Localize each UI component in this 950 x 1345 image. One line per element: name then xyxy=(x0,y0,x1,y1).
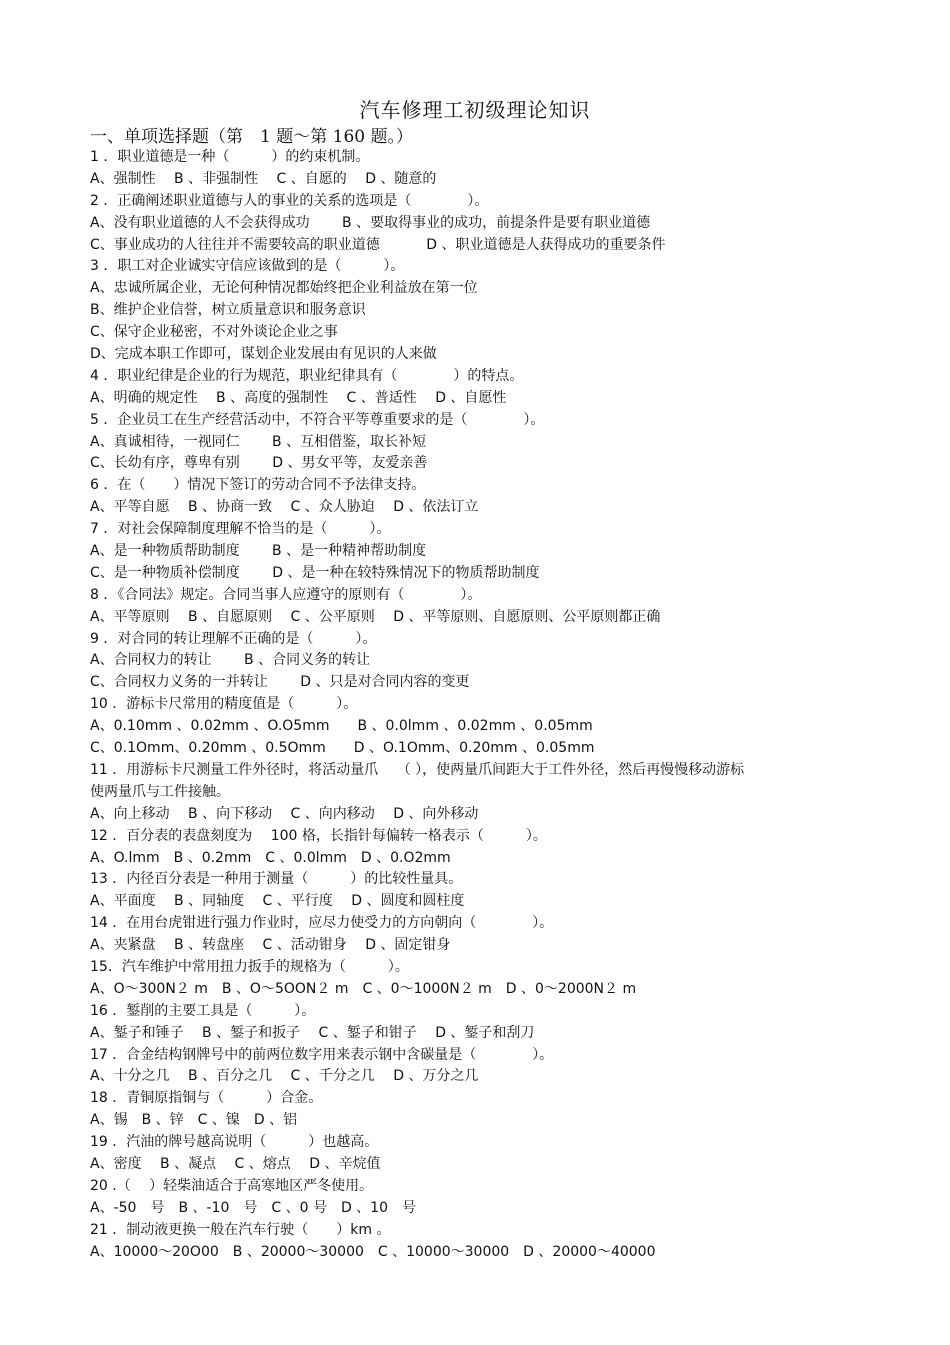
text-line: 10 ．游标卡尺常用的精度值是（ ）。 xyxy=(90,696,358,713)
text-line: A、平面度 B 、同轴度 C 、平行度 D 、圆度和圆柱度 xyxy=(90,893,465,910)
text-line: B、维护企业信誉，树立质量意识和服务意识 xyxy=(90,302,366,319)
text-line: A、密度 B 、凝点 C 、熔点 D 、辛烷值 xyxy=(90,1155,381,1172)
text-line: 1 ．职业道德是一种（ ）的约束机制。 xyxy=(90,149,370,165)
text-line: 16 ．錾削的主要工具是（ ）。 xyxy=(90,1002,316,1019)
text-line: A、强制性 B 、非强制性 C 、自愿的 D 、随意的 xyxy=(90,170,437,187)
text-line: A、合同权力的转让 B 、合同义务的转让 xyxy=(90,652,371,669)
text-line: D、完成本职工作即可，谋划企业发展由有见识的人来做 xyxy=(90,346,437,363)
text-line: A、0.10mm 、0.02mm 、O.O5mm B 、0.0lmm 、0.02mm 、0.05mm xyxy=(90,718,593,735)
text-line: 2 ．正确阐述职业道德与人的事业的关系的选项是（ ）。 xyxy=(90,192,489,209)
text-line: A、平等自愿 B 、协商一致 C 、众人胁迫 D 、依法订立 xyxy=(90,499,479,516)
text-line: 5 ．企业员工在生产经营活动中，不符合平等尊重要求的是（ ）。 xyxy=(90,411,545,428)
text-line: 12 ．百分表的表盘刻度为 100 格，长指针每偏转一格表示（ ）。 xyxy=(90,827,547,844)
question-list xyxy=(90,147,830,1263)
text-line: 18 ．青铜原指铜与（ ）合金。 xyxy=(90,1090,323,1107)
text-line: C、是一种物质补偿制度 D 、是一种在较特殊情况下的物质帮助制度 xyxy=(90,564,540,581)
text-line: A、忠诚所属企业，无论何种情况都始终把企业利益放在第一位 xyxy=(90,280,478,297)
text-line: 6 ．在（ ）情况下签订的劳动合同不予法律支持。 xyxy=(90,477,426,494)
text-line: 9 ．对合同的转让理解不正确的是（ ）。 xyxy=(90,630,377,647)
text-line: 20 .（ ）轻柴油适合于高寒地区严冬使用。 xyxy=(90,1177,374,1194)
text-line: A、十分之几 B 、百分之几 C 、千分之几 D 、万分之几 xyxy=(90,1068,479,1085)
text-line: 3 ．职工对企业诚实守信应该做到的是（ ）。 xyxy=(90,258,405,275)
text-line: C、保守企业秘密，不对外谈论企业之事 xyxy=(90,324,338,341)
text-line: A、真诚相待，一视同仁 B 、互相借鉴，取长补短 xyxy=(90,433,427,450)
text-line: 17 ．合金结构钢牌号中的前两位数字用来表示钢中含碳量是（ ）。 xyxy=(90,1046,554,1063)
text-line: 14 ．在用台虎钳进行强力作业时，应尽力使受力的方向朝向（ ）。 xyxy=(90,915,554,932)
text-line: 19 ．汽油的牌号越高说明（ ）也越高。 xyxy=(90,1134,379,1151)
text-line: A、O～300N２ m B 、O～5OON２ m C 、0～1000N２ m D 、0～2000N２ m xyxy=(90,980,637,997)
text-line: A、10000～20O00 B 、20000～30000 C 、10000～30000 D 、20000～40000 xyxy=(90,1243,656,1260)
text-line: A、O.lmm B 、0.2mm C 、0.0lmm D 、0.O2mm xyxy=(90,849,451,866)
text-line: A、是一种物质帮助制度 B 、是一种精神帮助制度 xyxy=(90,543,427,560)
text-line: A、向上移动 B 、向下移动 C 、向内移动 D 、向外移动 xyxy=(90,805,479,822)
text-line: A、明确的规定性 B 、高度的强制性 C 、普适性 D 、自愿性 xyxy=(90,389,507,406)
text-line: 7 ．对社会保障制度理解不恰当的是（ ）。 xyxy=(90,521,391,538)
text-line: 使两量爪与工件接触。 xyxy=(90,783,230,800)
text-line: A、-50 号 B 、-10 号 C 、0 号 D 、10 号 xyxy=(90,1199,416,1216)
text-line: C、事业成功的人往往并不需要较高的职业道德 D 、职业道德是人获得成功的重要条件 xyxy=(90,236,666,253)
text-line: 15．汽车维护中常用扭力扳手的规格为（ ）。 xyxy=(90,958,409,975)
text-line: C、0.1Omm、0.20mm 、0.5Omm D 、O.1Omm、0.20mm 、0.05mm xyxy=(90,740,595,757)
text-line: A、錾子和锤子 B 、錾子和扳子 C 、錾子和钳子 D 、錾子和刮刀 xyxy=(90,1024,535,1041)
text-line: 11 ．用游标卡尺测量工件外径时，将活动量爪 （ ），使两量爪间距大于工件外径，然后再慢慢移动游标 xyxy=(90,761,745,778)
text-line: 21 ．制动液更换一般在汽车行驶（ ）km 。 xyxy=(90,1221,391,1238)
text-line: C、长幼有序，尊卑有别 D 、男女平等，友爱亲善 xyxy=(90,455,428,472)
text-line: A、夹紧盘 B 、转盘座 C 、活动钳身 D 、固定钳身 xyxy=(90,937,451,954)
document-title: 汽车修理工初级理论知识 xyxy=(359,98,591,122)
text-line: 4 ．职业纪律是企业的行为规范，职业纪律具有（ ）的特点。 xyxy=(90,367,524,384)
text-line: A、平等原则 B 、自愿原则 C 、公平原则 D 、平等原则、自愿原则、公平原则都正确 xyxy=(90,608,661,625)
text-line: 13 ．内径百分表是一种用于测量（ ）的比较性量具。 xyxy=(90,871,463,888)
text-line: C、合同权力义务的一并转让 D 、只是对合同内容的变更 xyxy=(90,674,470,691)
section-heading: 一、单项选择题（第 1 题～第 160 题。） xyxy=(90,127,413,147)
text-line: A、没有职业道德的人不会获得成功 B 、要取得事业的成功，前提条件是要有职业道德 xyxy=(90,214,651,231)
text-line: A、锡 B 、锌 C 、镍 D 、铝 xyxy=(90,1112,298,1129)
text-line: 8 ．《合同法》规定。合同当事人应遵守的原则有（ ）。 xyxy=(90,586,482,603)
